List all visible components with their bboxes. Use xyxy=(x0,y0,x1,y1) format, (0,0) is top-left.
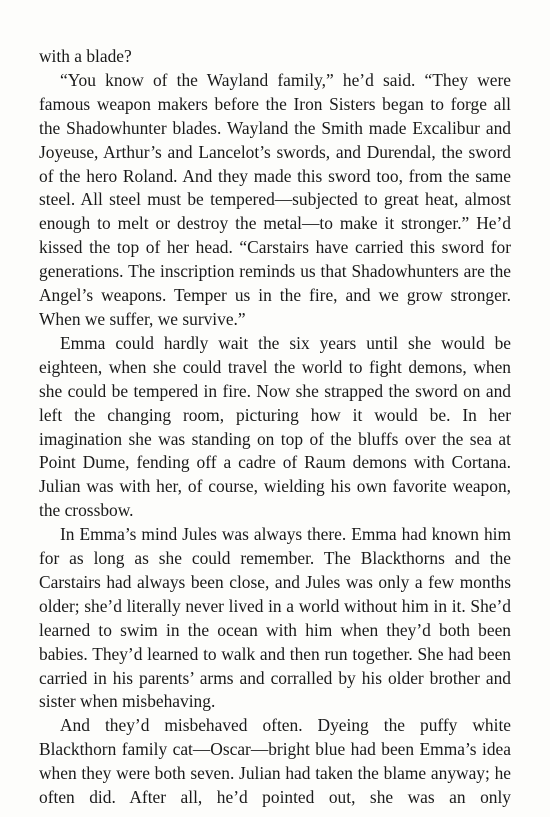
body-text xyxy=(39,45,511,810)
paragraph-misbehaved: And they’d misbehaved often. Dyeing the puffy white Blackthorn family cat—Oscar—bright blue had been Emma’s idea when they were both seven. Julian had taken the blame anyway; he often did. After all, he’d pointed out, she was an only xyxy=(39,715,511,808)
paragraph-continuation: with a blade? xyxy=(39,46,132,66)
paragraph-jules-always-there: In Emma’s mind Jules was always there. Emma had known him for as long as she could remember. The Blackthorns and the Carstairs had always been close, and Jules was only a few months older; she’d literally never lived in a world without him in it. She’d learned to swim in the ocean with him when they’d both been babies. They’d learned to walk and then run together. She had been carried in his parents’ arms and corralled by his older brother and sister when misbehaving. xyxy=(39,524,511,712)
paragraph-wayland-quote: “You know of the Wayland family,” he’d said. “They were famous weapon makers before the Iron Sisters began to forge all the Shadowhunter blades. Wayland the Smith made Excalibur and Joyeuse, Arthur’s and Lancelot’s swords, and Durendal, the sword of the hero Roland. And they made this sword too, from the same steel. All steel must be tempered—subjected to great heat, almost enough to melt or destroy the metal—to make it stronger.” He’d kissed the top of her head. “Carstairs have carried this sword for generations. The inscription reminds us that Shadowhunters are the Angel’s weapons. Temper us in the fire, and we grow stronger. When we suffer, we survive.” xyxy=(39,69,511,329)
paragraph-emma-eighteen: Emma could hardly wait the six years until she would be eighteen, when she could travel the world to fight demons, when she could be tempered in fire. Now she strapped the sword on and left the changing room, picturing how it would be. In her imagination she was standing on top of the bluffs over the sea at Point Dume, fending off a cadre of Raum demons with Cortana. Julian was with her, of course, wielding his own favorite weapon, the crossbow. xyxy=(39,332,511,521)
